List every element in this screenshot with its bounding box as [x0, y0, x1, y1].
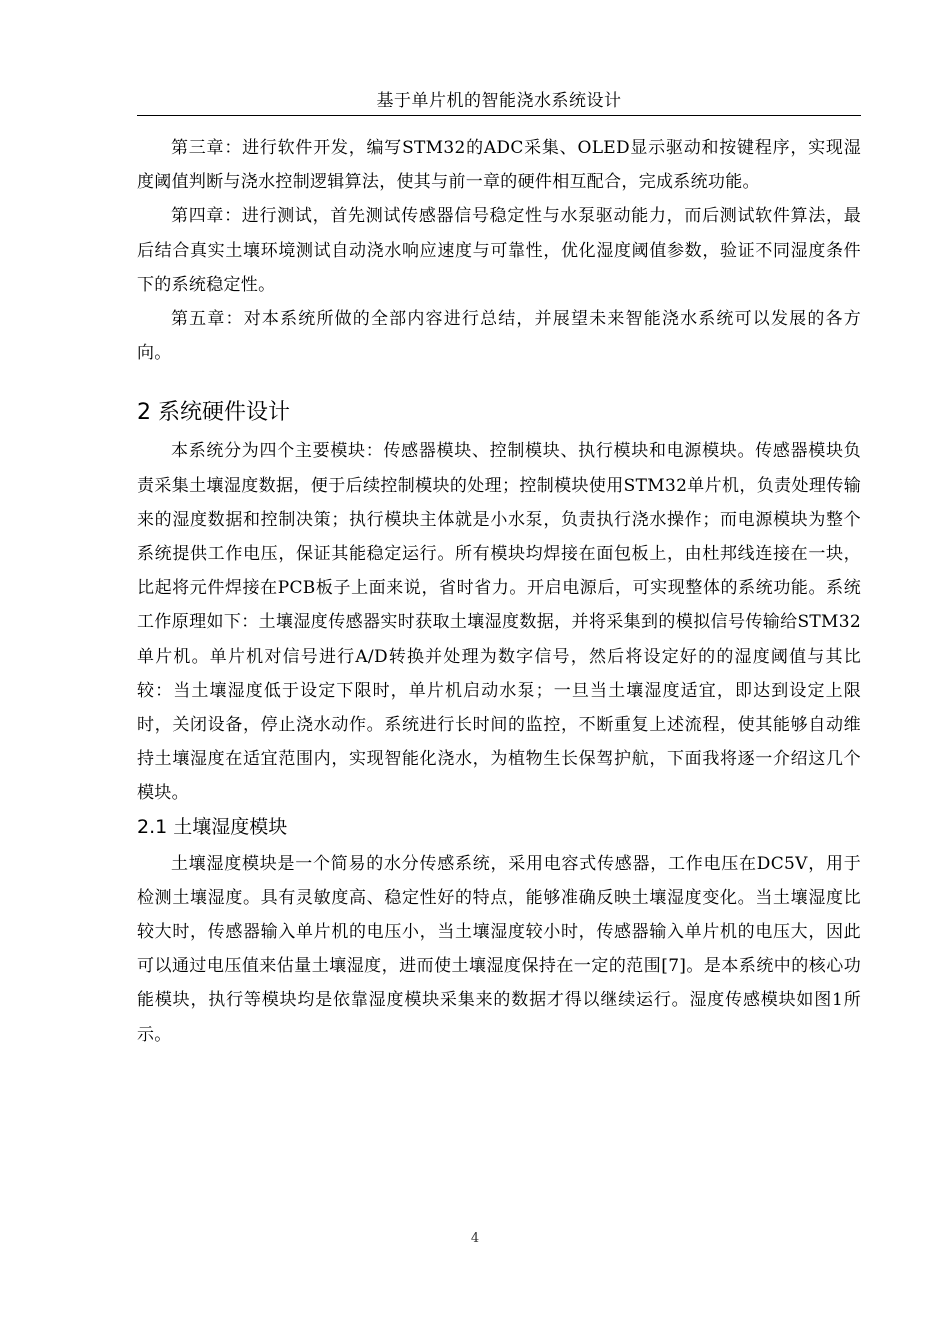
- paragraph-chapter-4: 第四章：进行测试，首先测试传感器信号稳定性与水泵驱动能力，而后测试软件算法，最后结合真实土壤环境测试自动浇水响应速度与可靠性，优化湿度阈值参数，验证不同湿度条件下的系统稳定性。: [137, 206, 861, 295]
- paragraph-soil-moisture-module: 土壤湿度模块是一个简易的水分传感系统，采用电容式传感器，工作电压在DC5V，用于检测土壤湿度。具有灵敏度高、稳定性好的特点，能够准确反映土壤湿度变化。当土壤湿度比较大时，传感器输入单片机的电压小，当土壤湿度较小时，传感器输入单片机的电压大，因此可以通过电压值来估量土壤湿度，进而使土壤湿度保持在一定的范围[7]。是本系统中的核心功能模块，执行等模块均是依靠湿度模块采集来的数据才得以继续运行。湿度传感模块如图1所示。: [137, 853, 861, 1045]
- document-body: [137, 131, 861, 1052]
- paragraph-chapter-5: 第五章：对本系统所做的全部内容进行总结，并展望未来智能浇水系统可以发展的各方向。: [137, 309, 861, 364]
- section-heading-2: 2 系统硬件设计: [137, 400, 290, 426]
- paragraph-chapter-3: 第三章：进行软件开发，编写STM32的ADC采集、OLED显示驱动和按键程序，实现湿度阈值判断与浇水控制逻辑算法，使其与前一章的硬件相互配合，完成系统功能。: [137, 138, 861, 193]
- page-number: 4: [470, 1231, 480, 1246]
- page-header-title: 基于单片机的智能浇水系统设计: [376, 91, 622, 111]
- header-divider: [137, 115, 861, 116]
- paragraph-system-overview: 本系统分为四个主要模块：传感器模块、控制模块、执行模块和电源模块。传感器模块负责采集土壤湿度数据，便于后续控制模块的处理；控制模块使用STM32单片机，负责处理传输来的湿度数据和控制决策；执行模块主体就是小水泵，负责执行浇水操作；而电源模块为整个系统提供工作电压，保证其能稳定运行。所有模块均焊接在面包板上，由杜邦线连接在一块，比起将元件焊接在PCB板子上面来说，省时省力。开启电源后，可实现整体的系统功能。系统工作原理如下：土壤湿度传感器实时获取土壤湿度数据，并将采集到的模拟信号传输给STM32单片机。单片机对信号进行A/D转换并处理为数字信号，然后将设定好的的湿度阈值与其比较：当土壤湿度低于设定下限时，单片机启动水泵；一旦当土壤湿度适宜，即达到设定上限时，关闭设备，停止浇水动作。系统进行长时间的监控，不断重复上述流程，使其能够自动维持土壤湿度在适宜范围内，实现智能化浇水，为植物生长保驾护航，下面我将逐一介绍这几个模块。: [137, 441, 861, 804]
- section-heading-2-1: 2.1 土壤湿度模块: [137, 815, 288, 838]
